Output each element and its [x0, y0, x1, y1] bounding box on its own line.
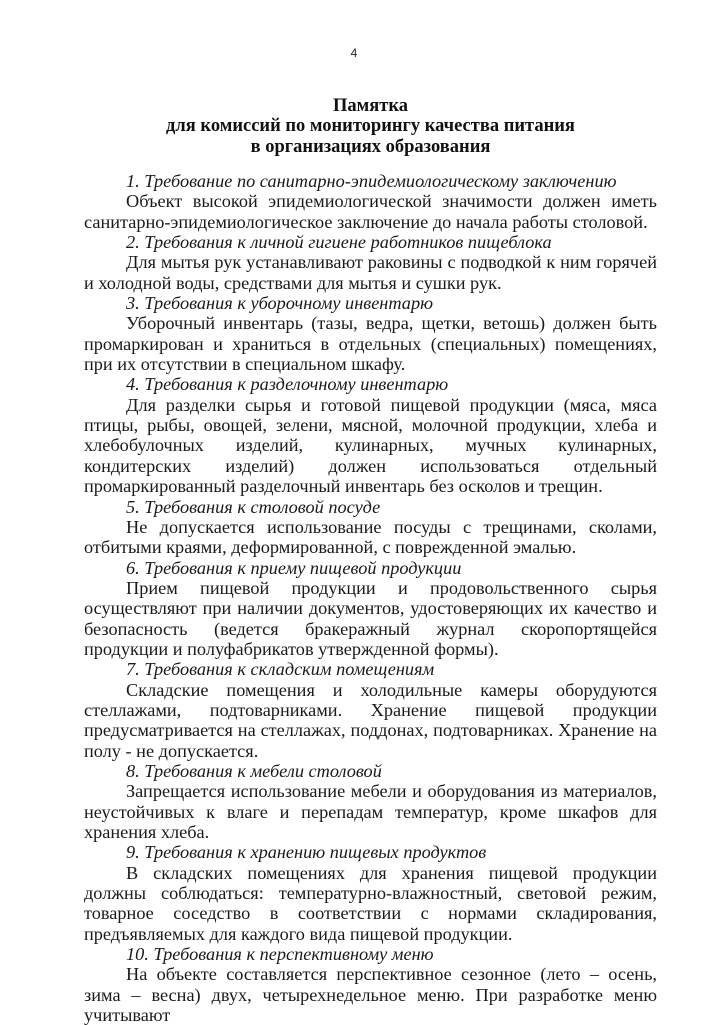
section-heading-5: 5. Требования к столовой посуде [126, 496, 381, 517]
section-body-7: Складские помещения и холодильные камеры оборудуются стеллажами, подтоварниками. Хранение пищевой продукции предусматривается на стеллажах, поддонах, подтоварниках. Хранение на полу - не допускается. [84, 679, 657, 761]
section-heading-9: 9. Требования к хранению пищевых продуктов [126, 842, 487, 863]
title-line-2: для комиссий по мониторингу качества питания [166, 116, 575, 137]
section-body-9: В складских помещениях для хранения пищевой продукции должны соблюдаться: температурно-влажностный, световой режим, товарное соседство в соответствии с нормами складирования, предъявляемых для каждого вида пищевой продукции. [84, 862, 657, 944]
section-body-1: Объект высокой эпидемиологической значимости должен иметь санитарно-эпидемиологическое заключение до начала работы столовой. [84, 191, 657, 232]
document-title [84, 96, 657, 157]
document-body [84, 171, 657, 1025]
section-body-3: Уборочный инвентарь (тазы, ведра, щетки, ветошь) должен быть промаркирован и храниться в отдельных (специальных) помещениях, при их отсутствии в специальном шкафу. [84, 313, 657, 375]
section-body-6: Прием пищевой продукции и продовольственного сырья осуществляют при наличии документов, удостоверяющих их качество и безопасность (ведется бракеражный журнал скоропортящейся продукции и полуфабрикатов утвержденной формы). [84, 577, 657, 659]
section-body-4: Для разделки сырья и готовой пищевой продукции (мяса, мяса птицы, рыбы, овощей, зелени, мясной, молочной продукции, хлеба и хлебобулочных изделий, кулинарных, мучных кулинарных, кондитерских изделий) должен использоваться отдельный промаркированный разделочный инвентарь без осколов и трещин. [84, 394, 657, 497]
section-heading-8: 8. Требования к мебели столовой [126, 760, 382, 781]
section-heading-3: 3. Требования к уборочному инвентарю [126, 293, 433, 314]
section-heading-7: 7. Требования к складским помещениям [126, 659, 435, 680]
section-body-10: На объекте составляется перспективное сезонное (лето – осень, зима – весна) двух, четырехнедельное меню. При разработке меню учитывают [84, 964, 657, 1025]
section-body-8: Запрещается использование мебели и оборудования из материалов, неустойчивых к влаге и перепадам температур, кроме шкафов для хранения хлеба. [84, 781, 657, 842]
section-heading-6: 6. Требования к приему пищевой продукции [126, 557, 462, 578]
section-body-5: Не допускается использование посуды с трещинами, сколами, отбитыми краями, деформированной, с поврежденной эмалью. [84, 516, 657, 558]
section-heading-4: 4. Требования к разделочному инвентарю [126, 374, 449, 395]
section-heading-1: 1. Требование по санитарно-эпидемиологическому заключению [126, 171, 617, 191]
section-heading-2: 2. Требования к личной гигиене работников пищеблока [126, 232, 552, 253]
page-number: 4 [350, 46, 358, 60]
title-line-1: Памятка [333, 96, 408, 116]
section-body-2: Для мытья рук устанавливают раковины с подводкой к ним горячей и холодной воды, средствами для мытья и сушки рук. [84, 252, 657, 293]
section-heading-10: 10. Требования к перспективному меню [126, 944, 434, 965]
title-line-3: в организациях образования [250, 136, 491, 157]
